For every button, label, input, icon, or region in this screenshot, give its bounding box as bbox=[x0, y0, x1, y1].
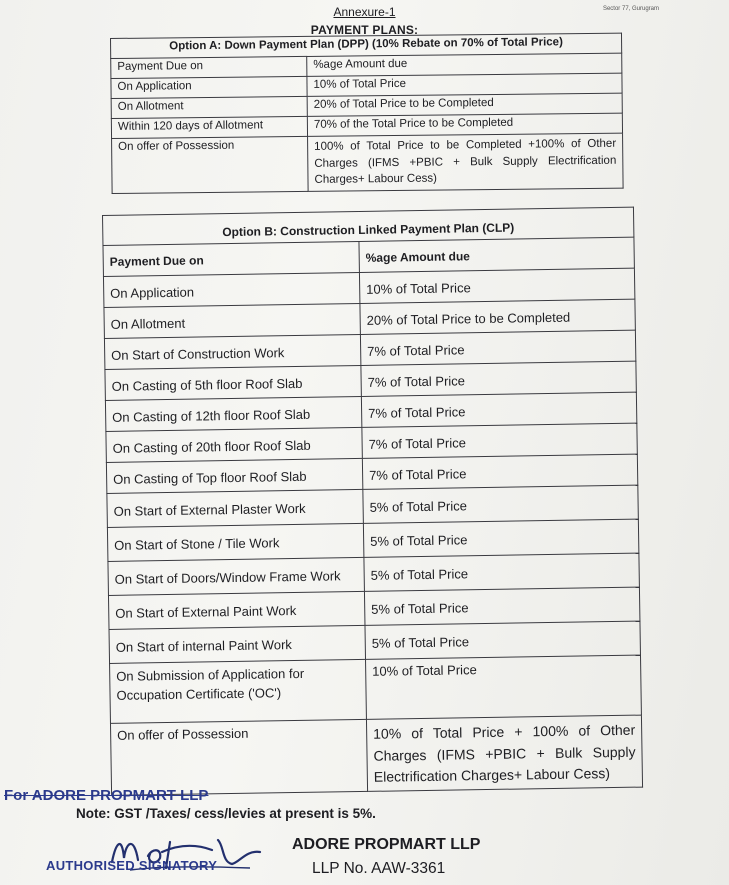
handwritten-signature bbox=[100, 822, 280, 882]
amount-cell: 5% of Total Price bbox=[364, 553, 640, 591]
table-row bbox=[110, 655, 642, 723]
due-cell: On Casting of 20th floor Roof Slab bbox=[106, 427, 362, 462]
amount-cell: 10% of Total Price bbox=[366, 655, 642, 719]
amount-cell: 10% of Total Price + 100% of Other Charges (IFMS +PBIC + Bulk Supply Electrification Charges+ Labour Cess) bbox=[366, 715, 642, 791]
table-row bbox=[110, 715, 642, 795]
due-cell: On Start of internal Paint Work bbox=[109, 625, 366, 663]
authorised-signatory-label: AUTHORISED SIGNATORY bbox=[46, 858, 218, 873]
dpp-col-header-due: Payment Due on bbox=[111, 56, 307, 78]
amount-cell: 100% of Total Price to be Completed +100% of Other Charges (IFMS +PBIC + Bulk Supply Electrification Charges+ Labour Cess) bbox=[308, 133, 624, 191]
due-cell: On offer of Possession bbox=[110, 719, 367, 795]
clp-col-header-due: Payment Due on bbox=[103, 241, 359, 276]
company-name: ADORE PROPMART LLP bbox=[292, 836, 481, 853]
dpp-table bbox=[110, 33, 624, 194]
due-cell: Within 120 days of Allotment bbox=[111, 116, 307, 138]
clp-col-header-amount: %age Amount due bbox=[359, 237, 634, 272]
company-stamp: For ADORE PROPMART LLP bbox=[4, 787, 209, 804]
amount-cell: 7% of Total Price bbox=[361, 392, 636, 427]
amount-cell: 70% of the Total Price to be Completed bbox=[307, 113, 622, 136]
header-corner-text: Sector 77, Gurugram bbox=[602, 6, 659, 12]
gst-note: Note: GST /Taxes/ cess/levies at present is 5%. bbox=[76, 806, 376, 821]
page-title: PAYMENT PLANS: bbox=[310, 23, 419, 37]
table-row bbox=[112, 133, 624, 193]
amount-cell: 7% of Total Price bbox=[361, 361, 636, 396]
amount-cell: 20% of Total Price to be Completed bbox=[360, 299, 635, 334]
due-cell: On Start of Stone / Tile Work bbox=[107, 523, 364, 561]
due-cell: On Casting of 12th floor Roof Slab bbox=[105, 396, 361, 431]
due-cell: On Application bbox=[103, 272, 359, 307]
due-cell: On Application bbox=[111, 76, 307, 98]
amount-cell: 5% of Total Price bbox=[364, 587, 640, 625]
due-cell: On offer of Possession bbox=[112, 136, 309, 193]
dpp-col-header-amount: %age Amount due bbox=[307, 53, 622, 76]
due-cell: On Allotment bbox=[111, 96, 307, 118]
due-cell: On Allotment bbox=[104, 303, 360, 338]
amount-cell: 10% of Total Price bbox=[307, 73, 622, 96]
amount-cell: 7% of Total Price bbox=[360, 330, 635, 365]
due-cell: On Start of External Paint Work bbox=[108, 591, 365, 629]
clp-table bbox=[102, 207, 643, 796]
due-cell: On Start of Doors/Window Frame Work bbox=[108, 557, 365, 595]
due-cell: On Start of External Plaster Work bbox=[107, 489, 364, 527]
amount-cell: 5% of Total Price bbox=[363, 519, 639, 557]
amount-cell: 5% of Total Price bbox=[365, 621, 641, 659]
dpp-table-title: Option A: Down Payment Plan (DPP) (10% Rebate on 70% of Total Price) bbox=[111, 33, 622, 58]
due-cell: On Start of Construction Work bbox=[104, 334, 360, 369]
annexure-heading: Annexure-1 bbox=[333, 5, 396, 19]
amount-cell: 7% of Total Price bbox=[362, 454, 637, 489]
due-cell: On Submission of Application for Occupation Certificate ('OC') bbox=[110, 659, 367, 723]
amount-cell: 7% of Total Price bbox=[362, 423, 637, 458]
due-cell: On Casting of 5th floor Roof Slab bbox=[105, 365, 361, 400]
amount-cell: 10% of Total Price bbox=[359, 268, 634, 303]
due-cell: On Casting of Top floor Roof Slab bbox=[106, 458, 362, 493]
amount-cell: 20% of Total Price to be Completed bbox=[307, 93, 622, 116]
llp-number: LLP No. AAW-3361 bbox=[312, 860, 446, 877]
clp-table-title: Option B: Construction Linked Payment Plan (CLP) bbox=[103, 207, 634, 245]
amount-cell: 5% of Total Price bbox=[363, 485, 639, 523]
